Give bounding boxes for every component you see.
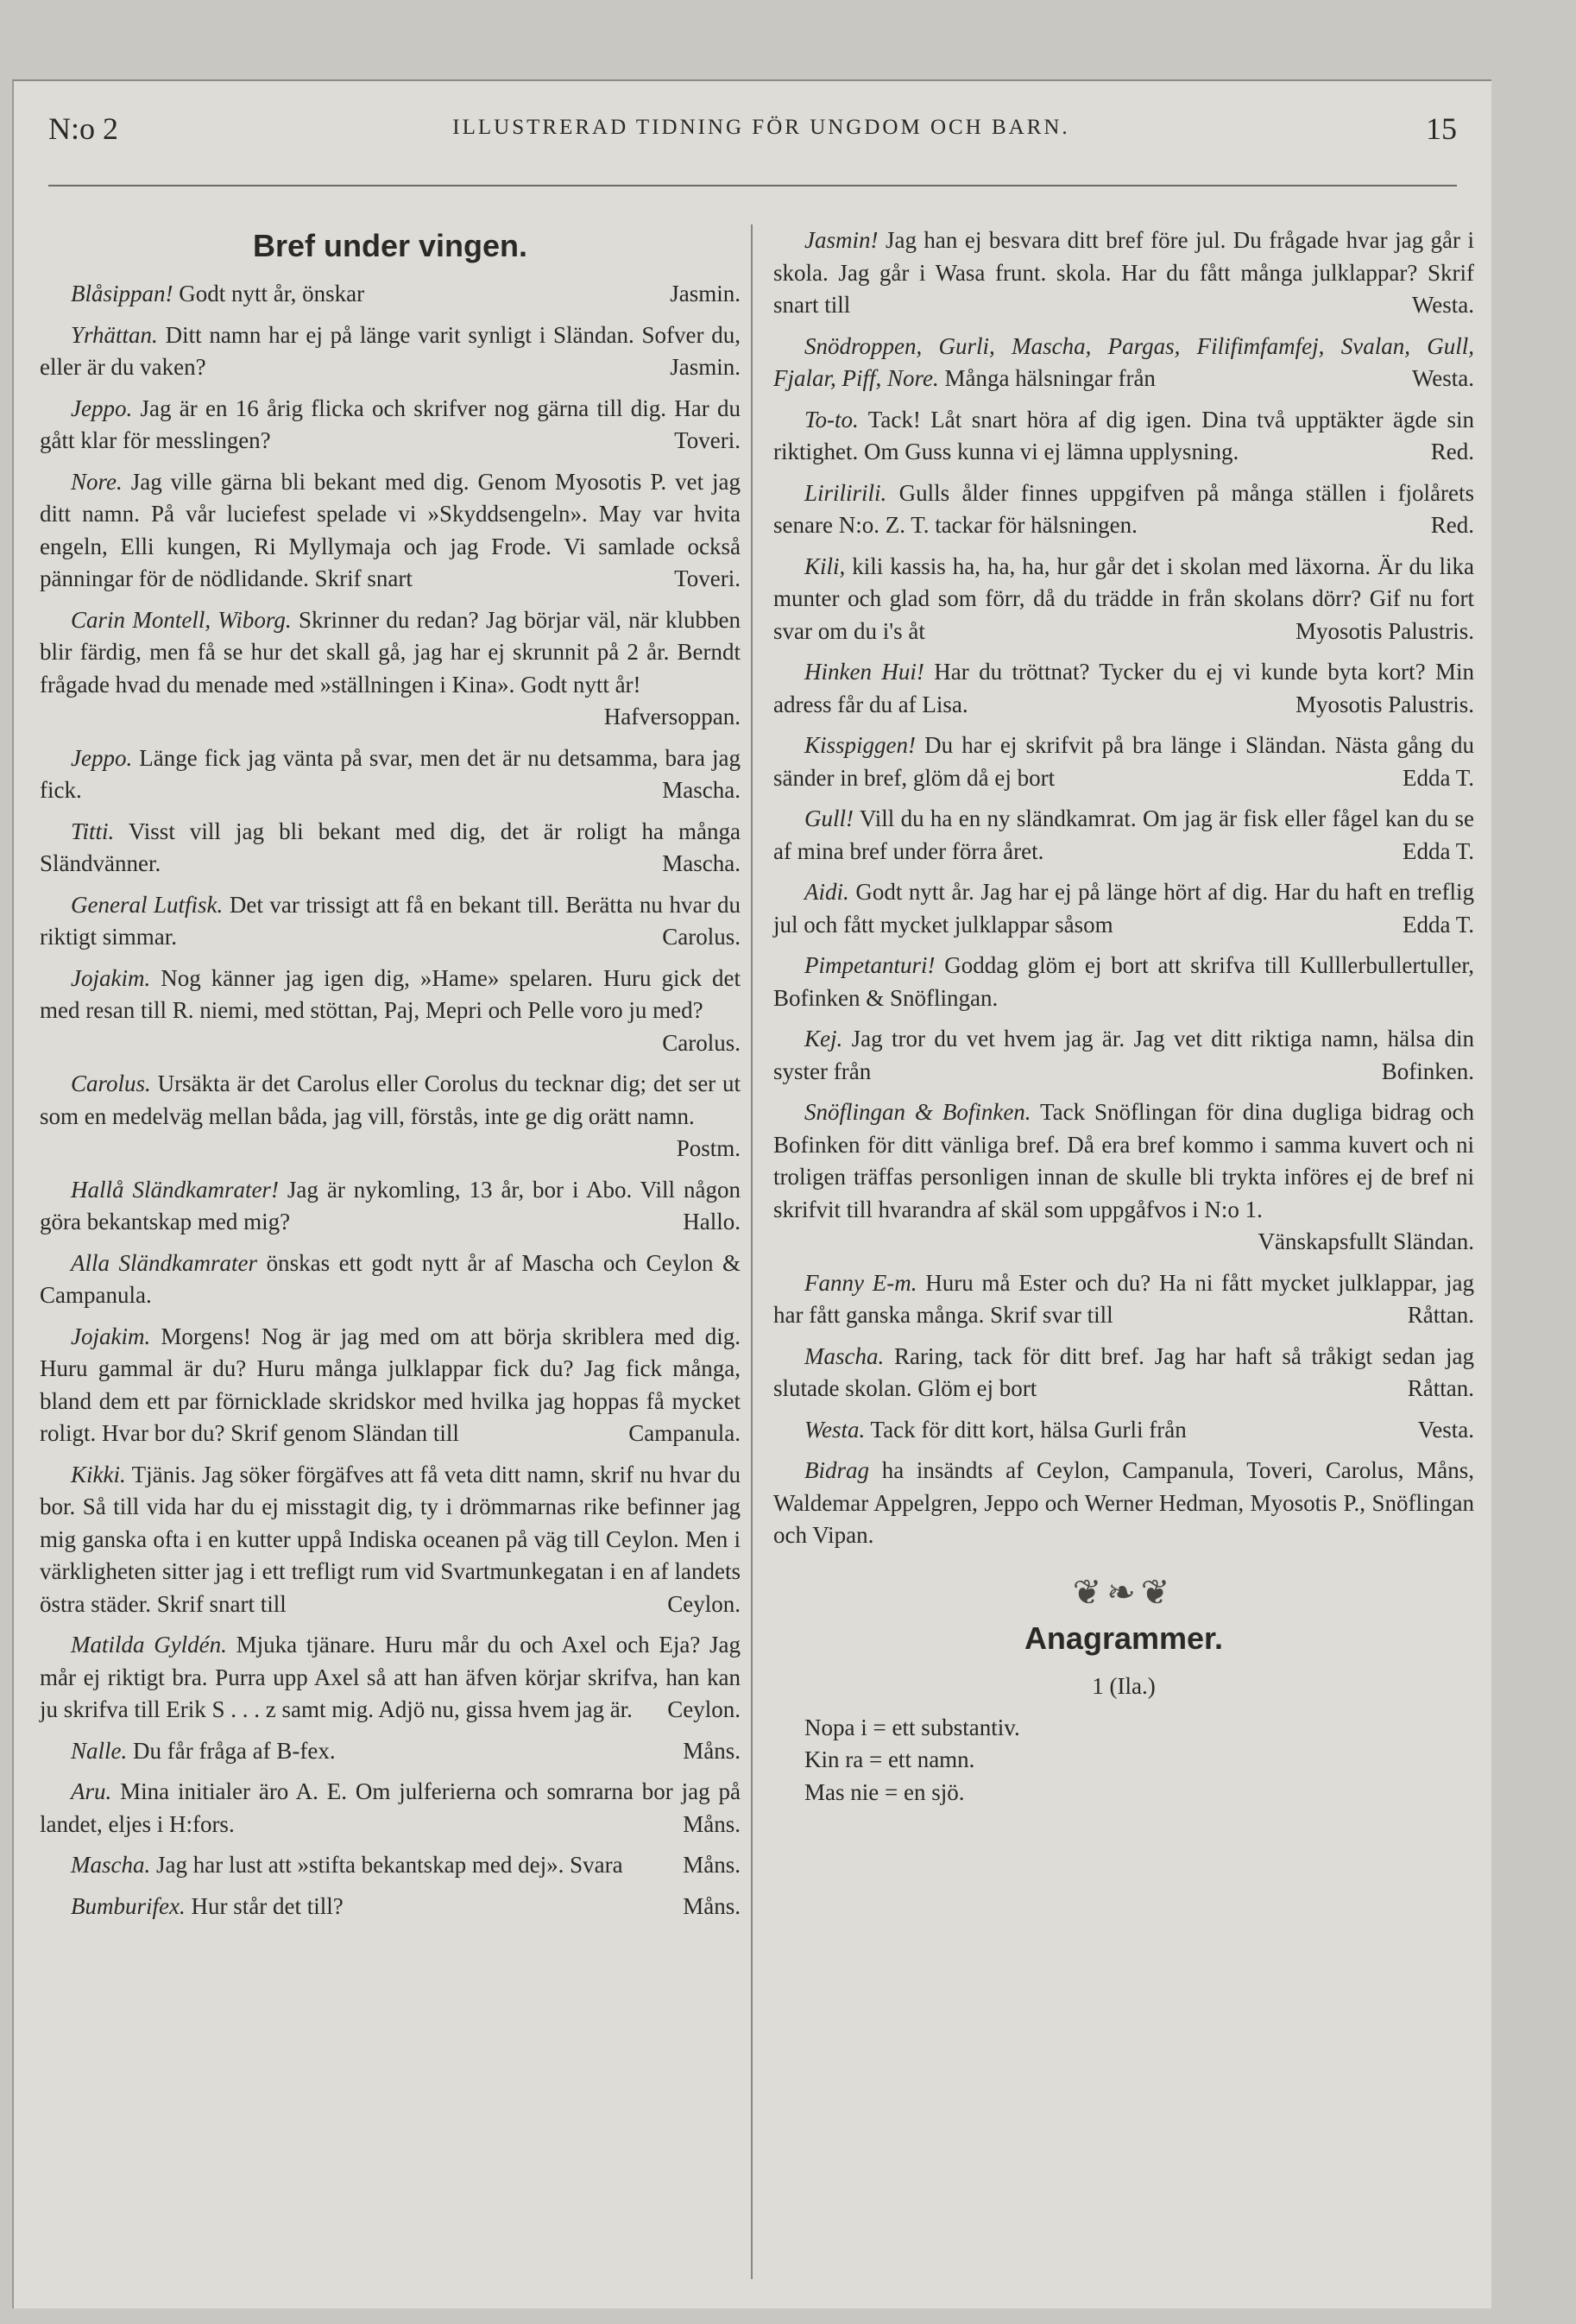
- letter-entry: [773, 224, 1474, 322]
- entry-addressee: Aru.: [71, 1778, 112, 1804]
- entry-signature: Ceylon.: [667, 1590, 741, 1617]
- entry-addressee: Jeppo.: [71, 744, 133, 771]
- letter-entry: [40, 393, 741, 458]
- entry-text: Mina initialer äro A. E. Om julferierna och somrarna bor jag på landet, eljes i H:fors.: [40, 1778, 741, 1837]
- entry-signature: Mascha.: [662, 777, 741, 803]
- left-entries: [40, 278, 741, 1923]
- entry-signature: Westa.: [1411, 365, 1474, 391]
- letter-entry: [40, 1068, 741, 1165]
- letter-entry: [773, 1414, 1474, 1447]
- entry-signature: Toveri.: [674, 565, 741, 591]
- letter-entry: [773, 1267, 1474, 1332]
- right-entries: [773, 224, 1474, 1552]
- entry-text: Ditt namn har ej på länge varit synligt i Sländan. Sofver du, eller är du vaken?: [40, 321, 741, 380]
- entry-addressee: Bumburifex.: [71, 1892, 186, 1919]
- entry-signature: Toveri.: [674, 427, 741, 453]
- entry-addressee: Mascha.: [804, 1342, 885, 1369]
- letter-entry: [40, 963, 741, 1060]
- entry-addressee: Jojakim.: [71, 1323, 151, 1349]
- letter-entry: [773, 1096, 1474, 1259]
- letter-entry: [773, 404, 1474, 469]
- entry-signature: Ceylon.: [667, 1696, 741, 1722]
- letter-entry: [40, 1321, 741, 1450]
- entry-addressee: Lirilirili.: [804, 479, 887, 506]
- entry-signature: Hallo.: [683, 1209, 741, 1235]
- entry-signature: Carolus.: [662, 924, 741, 950]
- entry-text: Tack Snöflingan för dina dugliga bidrag och Bofinken för ditt vänliga bref. Då era bref kommo i samma kuvert och ni troligen träffas personligen innan de skulle bli trykta införes ej de bref ni skrifvit till hvarandra af skäl som uppgåfvos i N:o 1.: [773, 1099, 1474, 1222]
- anagram-lines: [773, 1712, 1474, 1809]
- entry-addressee: Jeppo.: [71, 395, 133, 421]
- letter-entry: [773, 656, 1474, 721]
- entry-addressee: Carolus.: [71, 1070, 151, 1096]
- entry-text: Jag är en 16 årig flicka och skrifver nog gärna till dig. Har du gått klar för messlingen?: [40, 395, 741, 453]
- entry-signature: Råttan.: [1407, 1302, 1474, 1328]
- entry-text: Tack för ditt kort, hälsa Gurli från: [870, 1416, 1187, 1443]
- anagram-line: Kin ra = ett namn.: [804, 1746, 975, 1772]
- letter-entry: [40, 816, 741, 881]
- header-rule: [48, 185, 1457, 186]
- entry-text: Tjänis. Jag söker förgäfves att få veta ditt namn, skrif nu hvar du bor. Så till vida har du ej misstagit dig, ty i drömmarnas rike befinner jag mig ganska ofta i en kutter uppå Indiska oceanen på väg till Ceylon. Men i värkligheten sitter jag i ett trefligt rum vid Svartmunkegatan i en af landets östra städer. Skrif snart till: [40, 1461, 741, 1617]
- anagram-subtitle: 1 (Ila.): [1092, 1673, 1156, 1699]
- anagram-title: Anagrammer.: [1024, 1620, 1224, 1656]
- entry-text: Länge fick jag vänta på svar, men det är nu detsamma, bara jag fick.: [40, 744, 741, 803]
- entry-text: Jag han ej besvara ditt bref före jul. Du frågade hvar jag går i skola. Jag går i Wasa frunt. skola. Har du fått många julklappar? Skrif snart till: [773, 227, 1474, 318]
- letter-entry: [40, 1891, 741, 1923]
- newspaper-page: [12, 79, 1491, 2308]
- letter-entry: [773, 551, 1474, 648]
- letter-entry: [40, 1735, 741, 1768]
- entry-text: Jag ville gärna bli bekant med dig. Genom Myosotis P. vet jag ditt namn. På vår luciefest spelade vi »Skyddsengeln». May var hvita engeln, Elli kungen, Ri Myllymaja och jag Frode. Vi samlade också pänningar för de nödlidande. Skrif snart: [40, 468, 741, 591]
- letter-entry: [773, 331, 1474, 395]
- entry-text: Vill du ha en ny sländkamrat. Om jag är fisk eller fågel kan du se af mina bref under förra året.: [773, 805, 1474, 864]
- entry-text: Visst vill jag bli bekant med dig, det är roligt ha många Sländvänner.: [40, 818, 741, 876]
- entry-signature: Råttan.: [1407, 1375, 1474, 1401]
- entry-addressee: Matilda Gyldén.: [71, 1632, 227, 1658]
- letter-entry: [773, 803, 1474, 868]
- entry-text: Du får fråga af B-fex.: [133, 1737, 336, 1764]
- entry-addressee: Aidi.: [804, 879, 849, 905]
- page-header: [48, 111, 1474, 154]
- letter-entry: [40, 1849, 741, 1882]
- issue-number: N:o 2: [48, 111, 118, 146]
- entry-signature: Campanula.: [628, 1420, 741, 1446]
- letter-entry: [40, 278, 741, 311]
- entry-addressee: Hallå Sländkamrater!: [71, 1176, 279, 1203]
- letter-entry: [773, 950, 1474, 1014]
- letter-entry: [773, 876, 1474, 941]
- entry-signature: Mascha.: [662, 850, 741, 876]
- entry-text: Skrinner du redan? Jag börjar väl, när klubben blir färdig, men få se hur det skall gå, jag har ej skrunnit på 2 år. Berndt frågade hvad du menade med »ställningen i Kina». Godt nytt år!: [40, 606, 741, 698]
- letter-entry: [40, 1629, 741, 1727]
- entry-signature: Red.: [1430, 512, 1474, 538]
- letter-entry: [40, 1459, 741, 1621]
- entry-signature: Bofinken.: [1381, 1058, 1474, 1084]
- entry-addressee: Mascha.: [71, 1852, 151, 1878]
- entry-signature: Myosotis Palustris.: [1295, 617, 1474, 644]
- entry-text: Tack! Låt snart höra af dig igen. Dina två upptäkter ägde sin riktighet. Om Guss kunna vi ej lämna upplysning.: [773, 406, 1475, 464]
- entry-signature: Edda T.: [1403, 837, 1474, 864]
- entry-text: Huru må Ester och du? Ha ni fått mycket julklappar, jag har fått ganska många. Skrif svar till: [773, 1269, 1474, 1328]
- entry-addressee: Snödroppen, Gurli, Mascha, Pargas, Filifimfamfej, Svalan, Gull, Fjalar, Piff, Nore.: [773, 332, 1474, 391]
- entry-text: Ursäkta är det Carolus eller Corolus du tecknar dig; det ser ut som en medelväg mellan båda, jag vill, förstås, inte ge dig orätt namn.: [40, 1070, 741, 1129]
- entry-signature: Edda T.: [1403, 764, 1474, 791]
- entry-addressee: Yrhättan.: [71, 321, 158, 348]
- entry-addressee: Jasmin!: [804, 227, 879, 253]
- entry-addressee: Alla Sländkamrater: [71, 1249, 258, 1276]
- entry-text: Många hälsningar från: [944, 365, 1156, 391]
- entry-text: Goddag glöm ej bort att skrifva till Kulllerbullertuller, Bofinken & Snöflingan.: [773, 952, 1474, 1011]
- entry-text: Hur står det till?: [191, 1892, 344, 1919]
- letter-entry: [40, 319, 741, 384]
- entry-addressee: Kisspiggen!: [804, 732, 917, 758]
- entry-signature: Jasmin.: [670, 354, 741, 380]
- entry-text: Godt nytt år, önskar: [179, 281, 365, 306]
- entry-signature: Carolus.: [662, 1029, 741, 1056]
- letter-entry: [773, 729, 1474, 794]
- letter-entry: [773, 1341, 1474, 1405]
- entry-addressee: Kikki.: [71, 1461, 126, 1487]
- entry-signature: Hafversoppan.: [603, 704, 741, 729]
- entry-addressee: Westa.: [804, 1416, 866, 1443]
- entry-addressee: Kili,: [804, 553, 846, 579]
- entry-signature: Westa.: [1411, 292, 1474, 318]
- entry-addressee: Kej.: [804, 1026, 843, 1051]
- entry-addressee: Blåsippan!: [71, 281, 173, 306]
- entry-signature: Måns.: [683, 1737, 741, 1764]
- entry-signature: Måns.: [683, 1810, 741, 1837]
- entry-text: Det var trissigt att få en bekant till. Berätta nu hvar du riktigt simmar.: [40, 891, 741, 950]
- entry-addressee: Snöflingan & Bofinken.: [804, 1099, 1031, 1125]
- entry-addressee: Fanny E-m.: [804, 1269, 917, 1296]
- entry-signature: Edda T.: [1403, 911, 1474, 938]
- publication-title: ILLUSTRERAD TIDNING FÖR UNGDOM OCH BARN.: [452, 116, 1070, 139]
- left-column: [40, 224, 741, 1931]
- entry-addressee: Bidrag: [804, 1457, 870, 1483]
- ornament-divider: ❦❧❦: [1072, 1572, 1176, 1612]
- entry-addressee: Carin Montell, Wiborg.: [71, 606, 292, 633]
- anagram-line: Nopa i = ett substantiv.: [804, 1714, 1020, 1740]
- letter-entry: [40, 604, 741, 734]
- entry-addressee: Titti.: [71, 818, 115, 844]
- entry-text: Mjuka tjänare. Huru mår du och Axel och Eja? Jag mår ej riktigt bra. Purra upp Axel så att han äfven körjar skrifva, han kan ju skrifva till Erik S . . . z samt mig. Adjö nu, gissa hvem jag är.: [40, 1632, 741, 1722]
- letter-entry: [40, 466, 741, 596]
- letter-entry: [40, 889, 741, 954]
- entry-addressee: To-to.: [804, 406, 859, 433]
- entry-text: Gulls ålder finnes uppgifven på många ställen i fjolårets senare N:o. Z. T. tackar för hälsningen.: [773, 479, 1475, 538]
- letter-entry: [40, 1776, 741, 1841]
- entry-text: kili kassis ha, ha, ha, hur går det i skolan med läxorna. Är du lika munter och glad som förr, då du trädde in från skolans dörr? Gif nu fort svar om du i's åt: [773, 553, 1474, 644]
- letter-entry: [40, 1174, 741, 1239]
- right-column: [773, 224, 1474, 1809]
- entry-addressee: Nalle.: [71, 1737, 128, 1764]
- letter-entry: [773, 1023, 1474, 1088]
- entry-addressee: Nore.: [71, 468, 123, 495]
- entry-text: Jag är nykomling, 13 år, bor i Abo. Vill någon göra bekantskap med mig?: [40, 1176, 741, 1235]
- entry-signature: Måns.: [683, 1852, 741, 1878]
- entry-text: önskas ett godt nytt år af Mascha och Ceylon & Campanula.: [40, 1249, 741, 1308]
- entry-text: Morgens! Nog är jag med om att börja skriblera med dig. Huru gammal är du? Huru många julklappar fick du? Jag fick många, bland dem ett par förnicklade skridskor med hvilka jag hoppas få mycket roligt. Hvar bor du? Skrif genom Sländan till: [40, 1323, 741, 1446]
- letter-entry: [40, 742, 741, 807]
- letter-entry: [40, 1247, 741, 1312]
- entry-addressee: Pimpetanturi!: [804, 952, 936, 978]
- entry-text: Du har ej skrifvit på bra länge i Sländan. Nästa gång du sänder in bref, glöm då ej bort: [773, 732, 1475, 791]
- entry-text: Jag har lust att »stifta bekantskap med dej». Svara: [155, 1852, 623, 1878]
- letter-entry: [773, 1455, 1474, 1552]
- entry-text: Har du tröttnat? Tycker du ej vi kunde byta kort? Min adress får du af Lisa.: [773, 659, 1474, 717]
- entry-text: Raring, tack för ditt bref. Jag har haft så tråkigt sedan jag slutade skolan. Glöm ej bort: [773, 1342, 1474, 1401]
- entry-addressee: Jojakim.: [71, 964, 151, 991]
- entry-signature: Måns.: [683, 1892, 741, 1919]
- entry-signature: Jasmin.: [670, 281, 741, 306]
- entry-signature: Myosotis Palustris.: [1295, 691, 1474, 717]
- entry-text: Nog känner jag igen dig, »Hame» spelaren. Huru gick det med resan till R. niemi, med stöttan, Paj, Mepri och Pelle voro ju med?: [40, 964, 741, 1023]
- entry-text: Godt nytt år. Jag har ej på länge hört af dig. Har du haft en treflig jul och fått mycket julklappar såsom: [773, 879, 1474, 938]
- column-divider: [751, 224, 753, 2279]
- entry-signature: Red.: [1430, 439, 1474, 464]
- letter-entry: [773, 477, 1474, 542]
- entry-addressee: Hinken Hui!: [804, 659, 924, 685]
- page-number: 15: [1426, 111, 1457, 146]
- entry-signature: Vesta.: [1417, 1416, 1474, 1443]
- entry-signature: Vänskapsfullt Sländan.: [1258, 1228, 1474, 1254]
- anagram-line: Mas nie = en sjö.: [804, 1778, 965, 1805]
- entry-signature: Postm.: [676, 1135, 741, 1161]
- entry-text: ha insändts af Ceylon, Campanula, Toveri, Carolus, Måns, Waldemar Appelgren, Jeppo och Werner Hedman, Myosotis P., Snöflingan och Vipan.: [773, 1457, 1474, 1548]
- entry-text: Jag tror du vet hvem jag är. Jag vet ditt riktiga namn, hälsa din syster från: [773, 1026, 1475, 1084]
- section-title: Bref under vingen.: [252, 228, 528, 263]
- entry-addressee: General Lutfisk.: [71, 891, 224, 918]
- entry-addressee: Gull!: [804, 805, 854, 831]
